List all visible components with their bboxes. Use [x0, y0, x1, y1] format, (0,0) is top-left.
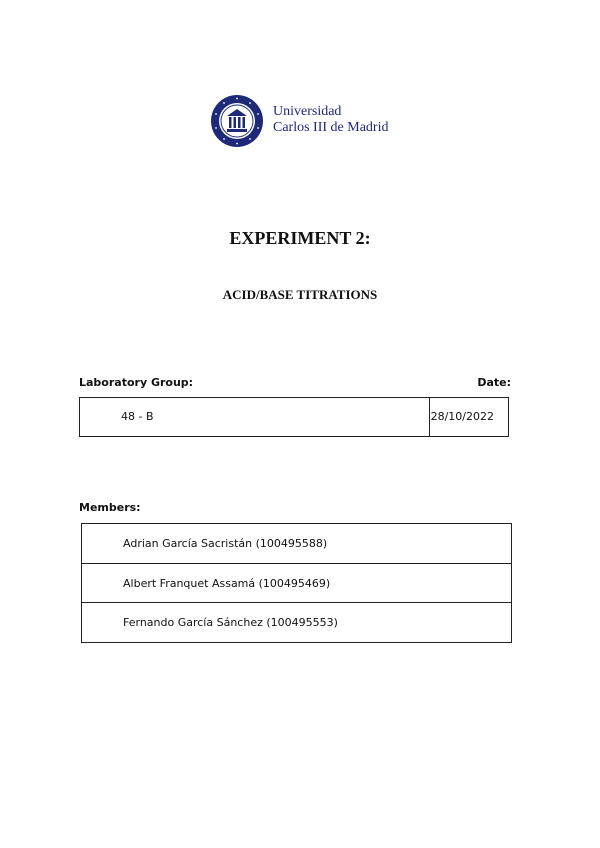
university-name-line2: Carlos III de Madrid [273, 120, 389, 135]
university-seal-icon [210, 94, 264, 148]
members-label: Members: [79, 501, 141, 514]
laboratory-group-value: 48 - B [80, 398, 430, 436]
document-subtitle: ACID/BASE TITRATIONS [222, 287, 378, 302]
member-row: Fernando García Sánchez (100495553) [123, 616, 338, 629]
member-row: Adrian García Sacristán (100495588) [82, 524, 511, 564]
date-value: 28/10/2022 [430, 410, 494, 423]
date-label: Date: [477, 376, 511, 389]
members-table [81, 523, 512, 643]
group-date-table [79, 397, 509, 437]
document-title: EXPERIMENT 2: [229, 228, 371, 248]
university-logo [210, 94, 410, 148]
member-row: Albert Franquet Assamá (100495469) [82, 564, 511, 604]
laboratory-group-label: Laboratory Group: [79, 376, 194, 389]
university-name-line1: Universidad [273, 104, 342, 119]
university-name [273, 104, 388, 136]
